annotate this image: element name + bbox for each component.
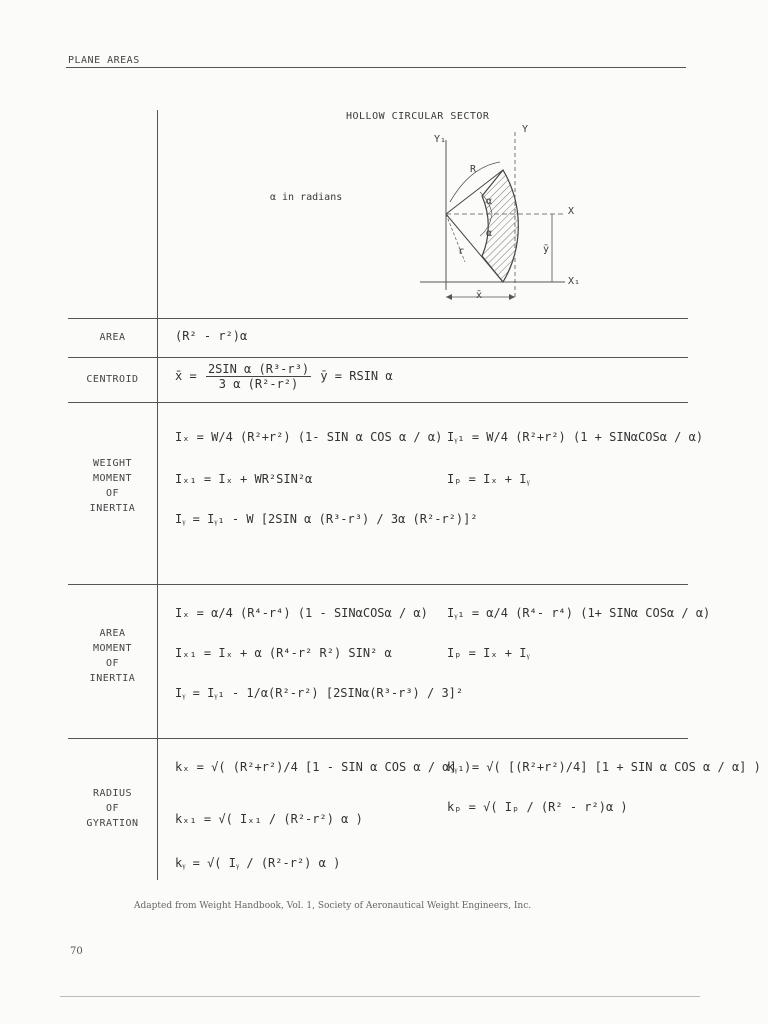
row-rule-radius-top <box>68 738 688 739</box>
area-ix: Iₓ = α/4 (R⁴-r⁴) (1 - SINαCOSα / α) <box>175 606 428 620</box>
label-line: INERTIA <box>89 673 136 684</box>
sector-shape <box>482 170 518 282</box>
label-line: OF <box>105 803 120 814</box>
bottom-rule <box>60 996 700 997</box>
label-line: MOMENT <box>92 643 133 654</box>
area-ix1: Iₓ₁ = Iₓ + α (R⁴-r² R²) SIN² α <box>175 646 392 660</box>
label-r-inner: r <box>458 246 465 257</box>
weight-ip: Iₚ = Iₓ + Iᵧ <box>447 472 530 486</box>
weight-ix1: Iₓ₁ = Iₓ + WR²SIN²α <box>175 472 313 486</box>
centroid-rhs: = RSIN α <box>334 369 393 383</box>
label-ybar: ȳ <box>543 244 550 255</box>
weight-iy1: Iᵧ₁ = W/4 (R²+r²) (1 + SINαCOSα / α) <box>447 430 704 444</box>
row-rule-weight-top <box>68 402 688 403</box>
weight-iy: Iᵧ = Iᵧ₁ - W [2SIN α (R³-r³) / 3α (R²-r²)]² <box>175 512 478 526</box>
table-divider-vertical <box>157 110 158 880</box>
radius-kx: kₓ = √( (R²+r²)/4 [1 - SIN α COS α / α] ) <box>175 760 472 774</box>
row-label-radius <box>68 786 157 831</box>
centroid-denominator: 3 α (R²-r²) <box>218 377 299 391</box>
radius-kp: kₚ = √( Iₚ / (R² - r²)α ) <box>447 800 628 814</box>
radius-ky1: kᵧ₁ = √( [(R²+r²)/4] [1 + SIN α COS α / α] ) <box>447 760 761 774</box>
label-line: OF <box>105 488 120 499</box>
label-xbar: x̄ <box>476 290 483 301</box>
label-line: RADIUS <box>92 788 133 799</box>
label-line: INERTIA <box>89 503 136 514</box>
diagram-title: HOLLOW CIRCULAR SECTOR <box>346 111 490 122</box>
label-y: Y <box>522 124 529 135</box>
label-x: X <box>568 206 575 217</box>
label-alpha-1: α <box>486 196 493 207</box>
area-iy: Iᵧ = Iᵧ₁ - 1/α(R²-r²) [2SINα(R³-r³) / 3]² <box>175 686 464 700</box>
label-x1: X₁ <box>568 276 581 287</box>
row-rule-area-top <box>68 318 688 319</box>
label-line: AREA <box>99 628 126 639</box>
row-rule-centroid-top <box>68 357 688 358</box>
centroid-ybar: ȳ <box>320 369 328 383</box>
label-y1: Y₁ <box>434 134 447 145</box>
section-title: PLANE AREAS <box>68 55 140 66</box>
centroid-xbar: x̄ <box>175 369 183 383</box>
label-line: OF <box>105 658 120 669</box>
area-iy1: Iᵧ₁ = α/4 (R⁴- r⁴) (1+ SINα COSα / α) <box>447 606 711 620</box>
row-label-weight-moi <box>68 456 157 516</box>
row-label-area-moi <box>68 626 157 686</box>
radius-ky: kᵧ = √( Iᵧ / (R²-r²) α ) <box>175 856 341 870</box>
centroid-eq: = <box>189 369 197 383</box>
header-rule <box>66 67 686 68</box>
page-number: 70 <box>70 946 83 957</box>
label-line: GYRATION <box>86 818 139 829</box>
area-ip: Iₚ = Iₓ + Iᵧ <box>447 646 530 660</box>
area-formula: (R² - r²)α <box>175 329 248 343</box>
label-alpha-2: α <box>486 228 493 239</box>
label-line: WEIGHT <box>92 458 133 469</box>
source-note: Adapted from Weight Handbook, Vol. 1, Society of Aeronautical Weight Engineers, Inc. <box>134 901 532 911</box>
radius-kx1: kₓ₁ = √( Iₓ₁ / (R²-r²) α ) <box>175 812 363 826</box>
label-r-outer: R <box>470 164 477 175</box>
row-rule-area-moi-top <box>68 584 688 585</box>
row-label-centroid: CENTROID <box>86 374 139 385</box>
row-label-area: AREA <box>99 332 126 343</box>
centroid-fraction <box>206 362 311 391</box>
centroid-formula <box>175 362 393 391</box>
diagram-note: α in radians <box>270 192 343 203</box>
label-line: MOMENT <box>92 473 133 484</box>
weight-ix: Iₓ = W/4 (R²+r²) (1- SIN α COS α / α) <box>175 430 443 444</box>
centroid-numerator: 2SIN α (R³-r³) <box>207 362 310 376</box>
